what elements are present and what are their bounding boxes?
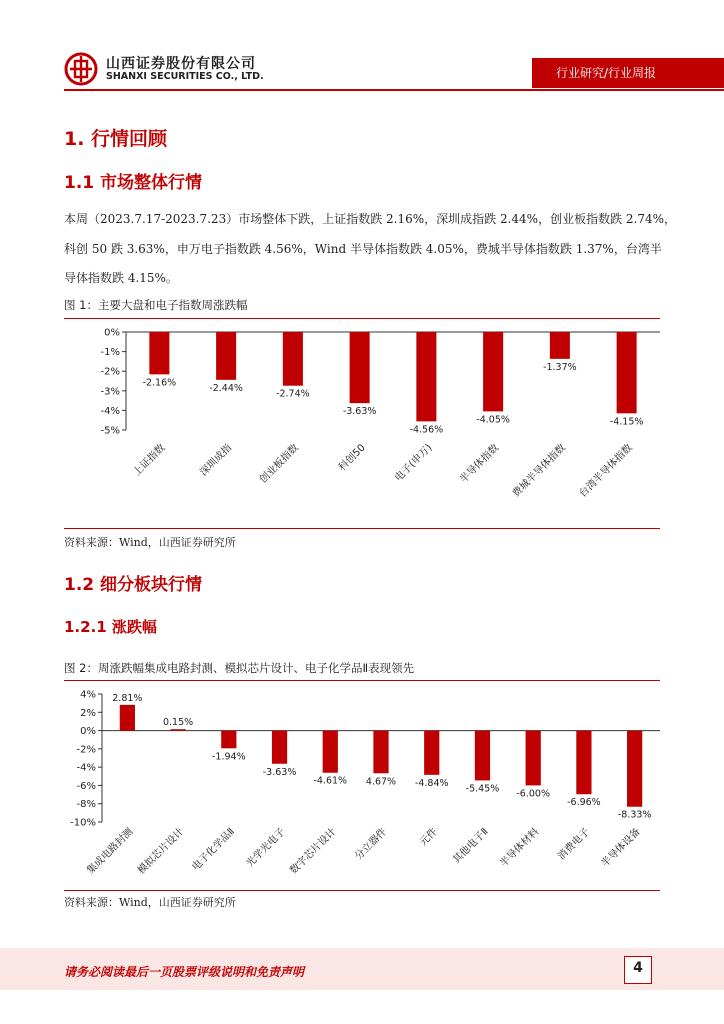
chart-bar — [120, 705, 135, 731]
figure-top-rule — [64, 680, 660, 681]
chart-bar — [216, 332, 236, 380]
figure-source: 资料来源：Wind，山西证券研究所 — [64, 896, 236, 909]
y-tick-label: -2% — [76, 744, 96, 756]
page-number: 4 — [633, 960, 643, 976]
figure-source: 资料来源：Wind，山西证券研究所 — [64, 536, 236, 549]
chart-bar — [483, 332, 503, 411]
chart-bar — [526, 731, 541, 786]
y-tick-label: -10% — [70, 817, 96, 829]
data-label: 0.15% — [162, 717, 194, 729]
chart-bar — [475, 731, 490, 781]
chart-bar — [373, 731, 388, 774]
company-name-en: SHANXI SECURITIES CO., LTD. — [106, 71, 264, 82]
data-label: -1.94% — [212, 751, 246, 763]
y-tick-label: 2% — [80, 707, 96, 719]
category-label: 半导体指数 — [458, 442, 502, 486]
y-tick-label: -4% — [100, 405, 120, 417]
data-label: 4.67% — [365, 776, 397, 788]
company-name-cn: 山西证券股份有限公司 — [106, 56, 256, 72]
chart-bar — [576, 731, 591, 795]
y-tick-label: -5% — [100, 425, 120, 437]
chart-bar — [149, 332, 169, 374]
category-label: 上证指数 — [131, 442, 168, 479]
data-label: 2.81% — [112, 692, 143, 704]
data-label: -5.45% — [465, 783, 500, 795]
category-label: 创业板指数 — [257, 442, 301, 486]
y-tick-label: 0% — [80, 726, 96, 738]
category-label: 深圳成指 — [198, 442, 235, 479]
figure-caption: 图 1：主要大盘和电子指数周涨跌幅 — [64, 298, 248, 312]
paragraph-line: 导体指数跌 4.15%。 — [64, 271, 178, 285]
chart-bar — [350, 332, 370, 403]
chart-bar — [170, 729, 185, 730]
index-weekly-change-chart — [64, 320, 660, 526]
y-tick-label: -1% — [100, 347, 120, 359]
chart-bar — [416, 332, 436, 421]
category-label: 消费电子 — [555, 826, 593, 863]
figure-bottom-rule — [64, 890, 660, 891]
data-label: -2.44% — [209, 382, 243, 394]
chart-bar — [323, 731, 338, 773]
chart-bar — [283, 332, 303, 386]
data-label: -3.63% — [262, 766, 297, 778]
chart-bar — [272, 731, 287, 764]
data-label: -4.15% — [609, 416, 644, 428]
category-label: 半导体材料 — [498, 826, 542, 870]
subsection-title: 1.2 细分板块行情 — [64, 575, 203, 595]
category-label: 元件 — [417, 826, 440, 849]
category-label: 电子(申万) — [392, 442, 435, 484]
footer-disclaimer: 请务必阅读最后一页股票评级说明和免责声明 — [64, 965, 305, 979]
category-label: 电子化学品Ⅱ — [190, 826, 237, 873]
y-tick-label: -8% — [76, 799, 96, 811]
chart-bar — [424, 731, 439, 775]
shanxi-securities-logo-icon — [64, 52, 98, 86]
paragraph-line: 科创 50 跌 3.63%，申万电子指数跌 4.56%，Wind 半导体指数跌 4.05%，费城半导体指数跌 1.37%，台湾半 — [64, 242, 662, 256]
chart-bar — [550, 332, 570, 359]
data-label: -3.63% — [342, 406, 377, 418]
subsubsection-title: 1.2.1 涨跌幅 — [64, 618, 157, 636]
y-tick-label: -6% — [76, 780, 96, 792]
sector-weekly-change-chart — [64, 682, 660, 888]
figure-caption: 图 2：周涨跌幅集成电路封测、模拟芯片设计、电子化学品Ⅱ表现领先 — [64, 661, 415, 675]
category-label: 光学光电子 — [244, 826, 288, 870]
category-label: 半导体设备 — [599, 826, 643, 870]
data-label: -8.33% — [617, 809, 652, 821]
y-tick-label: 4% — [80, 689, 96, 701]
category-label: 分立器件 — [353, 826, 390, 863]
paragraph-line: 本周（2023.7.17-2023.7.23）市场整体下跌，上证指数跌 2.16%，深圳成指跌 2.44%，创业板指数跌 2.74%， — [64, 212, 677, 226]
chart-bar — [627, 731, 642, 807]
category-label: 模拟芯片设计 — [136, 826, 187, 877]
category-label: 数字芯片设计 — [288, 826, 339, 877]
section-title: 1. 行情回顾 — [64, 128, 168, 150]
data-label: -2.16% — [142, 377, 177, 389]
header-rule — [64, 89, 724, 91]
data-label: -4.84% — [414, 777, 449, 789]
report-type-tag: 行业研究/行业周报 — [556, 66, 657, 80]
data-label: -1.37% — [543, 361, 577, 373]
category-label: 集成电路封测 — [85, 826, 136, 877]
y-tick-label: -2% — [100, 366, 120, 378]
category-label: 台湾半导体指数 — [577, 442, 635, 500]
figure-top-rule — [64, 318, 660, 319]
y-tick-label: 0% — [104, 327, 120, 339]
figure-bottom-rule — [64, 528, 660, 529]
category-label: 其他电子Ⅱ — [451, 826, 491, 866]
y-tick-label: -4% — [76, 762, 96, 774]
category-label: 费城半导体指数 — [510, 442, 568, 500]
data-label: -6.96% — [567, 797, 601, 809]
data-label: -4.05% — [476, 414, 510, 426]
chart-bar — [221, 731, 236, 749]
data-label: -4.56% — [409, 424, 444, 436]
category-label: 科创50 — [336, 442, 368, 474]
y-tick-label: -3% — [100, 386, 120, 398]
chart-bar — [617, 332, 637, 413]
data-label: -4.61% — [313, 775, 348, 787]
data-label: -2.74% — [276, 388, 310, 400]
subsection-title: 1.1 市场整体行情 — [64, 173, 203, 193]
data-label: -6.00% — [516, 788, 550, 800]
